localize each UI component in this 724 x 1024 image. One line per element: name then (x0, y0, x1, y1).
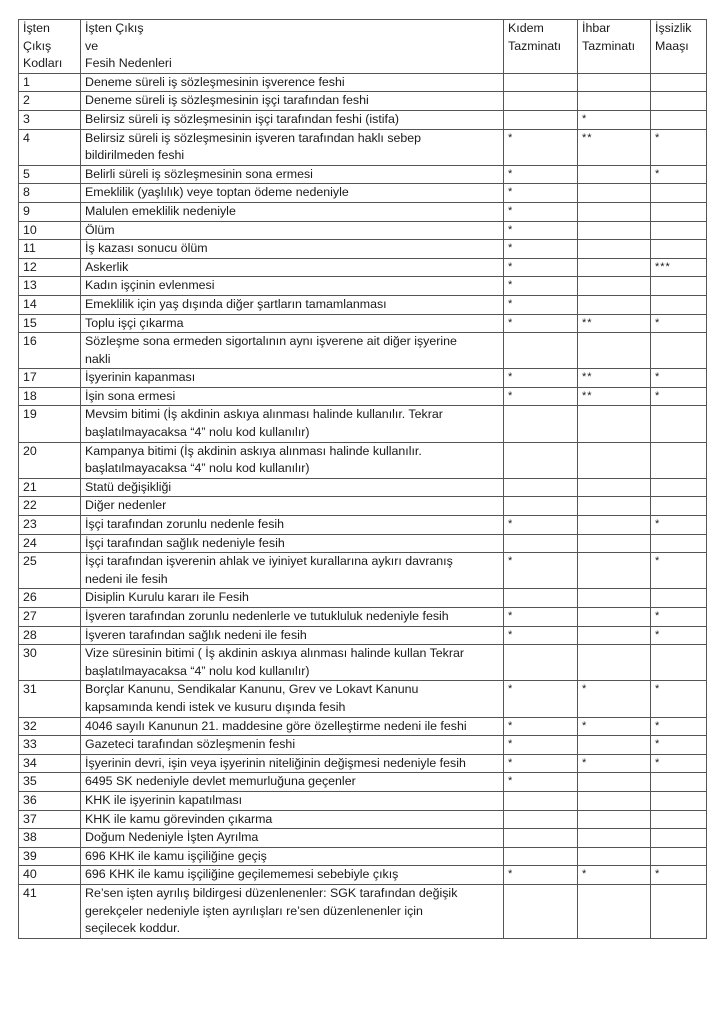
header-kidem (504, 20, 578, 74)
exit-code-cell: 28 (19, 626, 81, 645)
exit-code-cell: 14 (19, 295, 81, 314)
table-row (19, 369, 707, 388)
kidem-mark-cell: * (504, 277, 578, 296)
exit-code-cell: 37 (19, 810, 81, 829)
ihbar-mark-cell (578, 589, 651, 608)
reason-line: Doğum Nedeniyle İşten Ayrılma (85, 830, 259, 845)
kidem-mark-cell: * (504, 516, 578, 535)
exit-code-cell: 16 (19, 333, 81, 369)
exit-codes-table (18, 19, 707, 939)
kidem-mark-cell: * (504, 258, 578, 277)
ihbar-mark-cell (578, 626, 651, 645)
reason-cell (81, 608, 504, 627)
ihbar-mark-cell (578, 608, 651, 627)
table-row (19, 497, 707, 516)
header-ihbar (578, 20, 651, 74)
table-row (19, 478, 707, 497)
ihbar-mark-cell (578, 184, 651, 203)
ihbar-mark-cell (578, 221, 651, 240)
ihbar-mark-cell: ** (578, 129, 651, 165)
exit-code-cell: 41 (19, 884, 81, 938)
ihbar-mark-cell (578, 829, 651, 848)
reason-cell (81, 369, 504, 388)
reason-line: Kadın işçinin evlenmesi (85, 278, 215, 293)
reason-line: Malulen emeklilik nedeniyle (85, 203, 236, 218)
exit-code-cell: 30 (19, 645, 81, 681)
header-line: Kodları (23, 56, 63, 71)
kidem-mark-cell: * (504, 202, 578, 221)
kidem-mark-cell (504, 92, 578, 111)
reason-line: 696 KHK ile kamu işçiliğine geçilememesi sebebiyle çıkış (85, 867, 399, 882)
exit-code-cell: 18 (19, 387, 81, 406)
table-row (19, 829, 707, 848)
issizlik-mark-cell: * (651, 516, 707, 535)
reason-cell (81, 240, 504, 259)
issizlik-mark-cell: * (651, 608, 707, 627)
issizlik-mark-cell: * (651, 866, 707, 885)
reason-line: İş kazası sonucu ölüm (85, 241, 208, 256)
kidem-mark-cell (504, 884, 578, 938)
table-header-row (19, 20, 707, 74)
exit-code-cell: 35 (19, 773, 81, 792)
reason-line: 696 KHK ile kamu işçiliğine geçiş (85, 848, 267, 863)
exit-code-cell: 26 (19, 589, 81, 608)
issizlik-mark-cell (651, 240, 707, 259)
kidem-mark-cell: * (504, 773, 578, 792)
table-row (19, 202, 707, 221)
reason-cell (81, 626, 504, 645)
reason-cell (81, 202, 504, 221)
reason-line: Askerlik (85, 259, 129, 274)
ihbar-mark-cell (578, 295, 651, 314)
reason-cell (81, 736, 504, 755)
reason-cell (81, 258, 504, 277)
ihbar-mark-cell: * (578, 717, 651, 736)
reason-line: Vize süresinin bitimi ( İş akdinin askıya alınması halinde kullan Tekrar (85, 646, 465, 661)
ihbar-mark-cell: * (578, 681, 651, 717)
exit-code-cell: 25 (19, 553, 81, 589)
header-line: İşten (23, 21, 50, 35)
reason-line: Diğer nedenler (85, 498, 167, 513)
reason-line: İşin sona ermesi (85, 388, 176, 403)
header-line: Çıkış (23, 38, 52, 53)
reason-cell (81, 333, 504, 369)
kidem-mark-cell: * (504, 184, 578, 203)
reason-cell (81, 847, 504, 866)
reason-cell (81, 516, 504, 535)
kidem-mark-cell: * (504, 314, 578, 333)
kidem-mark-cell: * (504, 221, 578, 240)
issizlik-mark-cell (651, 534, 707, 553)
issizlik-mark-cell: * (651, 717, 707, 736)
reason-line: Gazeteci tarafından sözleşmenin feshi (85, 737, 296, 752)
header-line: İşten Çıkış (85, 21, 144, 35)
exit-code-cell: 38 (19, 829, 81, 848)
reason-cell (81, 829, 504, 848)
issizlik-mark-cell: * (651, 626, 707, 645)
reason-line: Emeklilik (yaşlılık) veye toptan ödeme nedeniyle (85, 185, 349, 200)
table-row (19, 258, 707, 277)
reason-line: İşveren tarafından sağlık nedeni ile fesih (85, 627, 307, 642)
table-row (19, 240, 707, 259)
table-row (19, 184, 707, 203)
issizlik-mark-cell (651, 277, 707, 296)
table-row (19, 626, 707, 645)
kidem-mark-cell: * (504, 866, 578, 885)
kidem-mark-cell (504, 442, 578, 478)
issizlik-mark-cell (651, 847, 707, 866)
kidem-mark-cell: * (504, 553, 578, 589)
exit-code-cell: 10 (19, 221, 81, 240)
ihbar-mark-cell (578, 553, 651, 589)
ihbar-mark-cell (578, 406, 651, 442)
issizlik-mark-cell: * (651, 369, 707, 388)
ihbar-mark-cell (578, 534, 651, 553)
reason-line: Statü değişikliği (85, 479, 172, 494)
kidem-mark-cell: * (504, 681, 578, 717)
exit-code-cell: 8 (19, 184, 81, 203)
reason-cell (81, 110, 504, 129)
ihbar-mark-cell: ** (578, 369, 651, 388)
table-row (19, 589, 707, 608)
issizlik-mark-cell (651, 73, 707, 92)
header-issizlik (651, 20, 707, 74)
header-line: Fesih Nedenleri (85, 56, 172, 71)
reason-line: KHK ile işyerinin kapatılması (85, 792, 243, 807)
issizlik-mark-cell (651, 810, 707, 829)
reason-line: Borçlar Kanunu, Sendikalar Kanunu, Grev ve Lokavt Kanunu (85, 682, 419, 697)
exit-code-cell: 21 (19, 478, 81, 497)
table-body (19, 73, 707, 938)
header-reasons (81, 20, 504, 74)
table-row (19, 754, 707, 773)
reason-line: İşçi tarafından sağlık nedeniyle fesih (85, 535, 285, 550)
table-row (19, 810, 707, 829)
reason-line: İşyerinin kapanması (85, 370, 196, 385)
ihbar-mark-cell: * (578, 866, 651, 885)
header-line: Tazminatı (508, 38, 562, 53)
exit-code-cell: 15 (19, 314, 81, 333)
reason-line: İşveren tarafından zorunlu nedenlerle ve tutukluluk nedeniyle fesih (85, 609, 449, 623)
reason-line: Emeklilik için yaş dışında diğer şartların tamamlanması (85, 296, 387, 311)
reason-line: Deneme süreli iş sözleşmesinin işçi tarafından feshi (85, 93, 369, 108)
reason-line: 6495 SK nedeniyle devlet memurluğuna geçenler (85, 774, 356, 789)
ihbar-mark-cell (578, 497, 651, 516)
kidem-mark-cell: * (504, 129, 578, 165)
reason-line: Deneme süreli iş sözleşmesinin işverence feshi (85, 74, 345, 89)
issizlik-mark-cell (651, 202, 707, 221)
ihbar-mark-cell: * (578, 110, 651, 129)
reason-line: başlatılmayacaksa “4” nolu kod kullanılır) (85, 663, 310, 678)
table-row (19, 773, 707, 792)
exit-code-cell: 32 (19, 717, 81, 736)
issizlik-mark-cell: * (651, 553, 707, 589)
header-line: İşsizlik (655, 21, 692, 35)
kidem-mark-cell (504, 791, 578, 810)
exit-code-cell: 24 (19, 534, 81, 553)
kidem-mark-cell (504, 589, 578, 608)
kidem-mark-cell (504, 333, 578, 369)
reason-line: Belirsiz süreli iş sözleşmesinin işçi tarafından feshi (istifa) (85, 111, 400, 126)
reason-cell (81, 645, 504, 681)
kidem-mark-cell: * (504, 295, 578, 314)
reason-cell (81, 497, 504, 516)
table-row (19, 406, 707, 442)
issizlik-mark-cell (651, 333, 707, 369)
issizlik-mark-cell (651, 645, 707, 681)
reason-line: Toplu işçi çıkarma (85, 315, 184, 330)
issizlik-mark-cell: * (651, 129, 707, 165)
kidem-mark-cell (504, 497, 578, 516)
issizlik-mark-cell (651, 497, 707, 516)
exit-code-cell: 2 (19, 92, 81, 111)
reason-cell (81, 442, 504, 478)
reason-cell (81, 754, 504, 773)
table-row (19, 516, 707, 535)
issizlik-mark-cell: * (651, 681, 707, 717)
reason-line: gerekçeler nedeniyle işten ayrılışları re’sen düzenlenenler için (85, 903, 423, 918)
ihbar-mark-cell: ** (578, 387, 651, 406)
reason-line: İşçi tarafından işverenin ahlak ve iyiniyet kurallarına aykırı davranış (85, 554, 453, 569)
kidem-mark-cell: * (504, 626, 578, 645)
kidem-mark-cell (504, 829, 578, 848)
kidem-mark-cell: * (504, 165, 578, 184)
reason-cell (81, 406, 504, 442)
table-row (19, 534, 707, 553)
ihbar-mark-cell (578, 810, 651, 829)
header-exit-codes (19, 20, 81, 74)
table-row (19, 866, 707, 885)
kidem-mark-cell: * (504, 369, 578, 388)
kidem-mark-cell: * (504, 240, 578, 259)
exit-code-cell: 27 (19, 608, 81, 627)
reason-cell (81, 277, 504, 296)
issizlik-mark-cell: * (651, 736, 707, 755)
reason-line: kapsamında kendi istek ve kusuru dışında fesih (85, 699, 346, 714)
table-row (19, 736, 707, 755)
exit-code-cell: 22 (19, 497, 81, 516)
kidem-mark-cell (504, 534, 578, 553)
ihbar-mark-cell: ** (578, 314, 651, 333)
reason-cell (81, 810, 504, 829)
exit-code-cell: 34 (19, 754, 81, 773)
ihbar-mark-cell (578, 516, 651, 535)
ihbar-mark-cell (578, 478, 651, 497)
exit-code-cell: 4 (19, 129, 81, 165)
reason-line: İşçi tarafından zorunlu nedenle fesih (85, 517, 285, 532)
exit-code-cell: 31 (19, 681, 81, 717)
reason-line: Mevsim bitimi (İş akdinin askıya alınması halinde kullanılır. Tekrar (85, 407, 443, 422)
table-row (19, 165, 707, 184)
exit-code-cell: 33 (19, 736, 81, 755)
kidem-mark-cell (504, 810, 578, 829)
ihbar-mark-cell: * (578, 754, 651, 773)
kidem-mark-cell (504, 73, 578, 92)
issizlik-mark-cell: * (651, 387, 707, 406)
exit-code-cell: 40 (19, 866, 81, 885)
ihbar-mark-cell (578, 884, 651, 938)
table-row (19, 92, 707, 111)
reason-cell (81, 129, 504, 165)
reason-cell (81, 314, 504, 333)
reason-cell (81, 92, 504, 111)
reason-line: İşyerinin devri, işin veya işyerinin niteliğinin değişmesi nedeniyle fesih (85, 755, 466, 770)
reason-cell (81, 773, 504, 792)
reason-cell (81, 478, 504, 497)
table-row (19, 277, 707, 296)
exit-code-cell: 19 (19, 406, 81, 442)
header-line: Kıdem (508, 21, 544, 35)
reason-cell (81, 791, 504, 810)
reason-line: başlatılmayacaksa “4” nolu kod kullanılır) (85, 461, 310, 476)
reason-line: nakli (85, 351, 111, 366)
reason-cell (81, 221, 504, 240)
issizlik-mark-cell (651, 110, 707, 129)
table-row (19, 717, 707, 736)
ihbar-mark-cell (578, 736, 651, 755)
table-row (19, 221, 707, 240)
ihbar-mark-cell (578, 847, 651, 866)
reason-line: Ölüm (85, 222, 115, 237)
reason-line: başlatılmayacaksa “4” nolu kod kullanılır) (85, 425, 310, 440)
exit-code-cell: 17 (19, 369, 81, 388)
issizlik-mark-cell (651, 791, 707, 810)
ihbar-mark-cell (578, 277, 651, 296)
ihbar-mark-cell (578, 240, 651, 259)
reason-line: nedeni ile fesih (85, 571, 168, 586)
exit-code-cell: 3 (19, 110, 81, 129)
issizlik-mark-cell (651, 295, 707, 314)
table-row (19, 553, 707, 589)
ihbar-mark-cell (578, 645, 651, 681)
kidem-mark-cell: * (504, 736, 578, 755)
issizlik-mark-cell (651, 478, 707, 497)
reason-cell (81, 184, 504, 203)
header-line: İhbar (582, 21, 611, 35)
reason-cell (81, 73, 504, 92)
ihbar-mark-cell (578, 258, 651, 277)
table-row (19, 314, 707, 333)
reason-line: Belirli süreli iş sözleşmesinin sona ermesi (85, 166, 313, 181)
reason-line: seçilecek koddur. (85, 921, 181, 936)
exit-code-cell: 11 (19, 240, 81, 259)
reason-cell (81, 295, 504, 314)
table-row (19, 884, 707, 938)
reason-line: Kampanya bitimi (İş akdinin askıya alınması halinde kullanılır. (85, 443, 422, 458)
issizlik-mark-cell (651, 442, 707, 478)
kidem-mark-cell: * (504, 608, 578, 627)
reason-cell (81, 717, 504, 736)
kidem-mark-cell (504, 406, 578, 442)
issizlik-mark-cell (651, 773, 707, 792)
table-row (19, 387, 707, 406)
table-row (19, 608, 707, 627)
table-row (19, 442, 707, 478)
kidem-mark-cell (504, 110, 578, 129)
ihbar-mark-cell (578, 165, 651, 184)
reason-cell (81, 534, 504, 553)
header-line: Tazminatı (582, 38, 636, 53)
ihbar-mark-cell (578, 73, 651, 92)
issizlik-mark-cell (651, 221, 707, 240)
issizlik-mark-cell: * (651, 314, 707, 333)
ihbar-mark-cell (578, 333, 651, 369)
table-row (19, 129, 707, 165)
kidem-mark-cell: * (504, 754, 578, 773)
reason-cell (81, 553, 504, 589)
ihbar-mark-cell (578, 442, 651, 478)
ihbar-mark-cell (578, 773, 651, 792)
table-row (19, 791, 707, 810)
ihbar-mark-cell (578, 202, 651, 221)
exit-code-cell: 12 (19, 258, 81, 277)
issizlik-mark-cell (651, 884, 707, 938)
kidem-mark-cell (504, 847, 578, 866)
exit-code-cell: 23 (19, 516, 81, 535)
reason-cell (81, 866, 504, 885)
kidem-mark-cell (504, 645, 578, 681)
exit-code-cell: 5 (19, 165, 81, 184)
ihbar-mark-cell (578, 92, 651, 111)
kidem-mark-cell (504, 478, 578, 497)
ihbar-mark-cell (578, 791, 651, 810)
exit-code-cell: 39 (19, 847, 81, 866)
exit-code-cell: 20 (19, 442, 81, 478)
table-row (19, 645, 707, 681)
issizlik-mark-cell: * (651, 754, 707, 773)
issizlik-mark-cell: * (651, 165, 707, 184)
table-row (19, 847, 707, 866)
reason-cell (81, 589, 504, 608)
reason-cell (81, 387, 504, 406)
issizlik-mark-cell (651, 92, 707, 111)
issizlik-mark-cell (651, 184, 707, 203)
issizlik-mark-cell (651, 406, 707, 442)
kidem-mark-cell: * (504, 387, 578, 406)
reason-line: 4046 sayılı Kanunun 21. maddesine göre özelleştirme nedeni ile feshi (85, 718, 467, 733)
header-line: Maaşı (655, 38, 689, 53)
kidem-mark-cell: * (504, 717, 578, 736)
table-row (19, 73, 707, 92)
issizlik-mark-cell: *** (651, 258, 707, 277)
reason-line: Re’sen işten ayrılış bildirgesi düzenlenenler: SGK tarafından değişik (85, 885, 458, 900)
table-row (19, 110, 707, 129)
exit-code-cell: 36 (19, 791, 81, 810)
reason-cell (81, 165, 504, 184)
exit-code-cell: 9 (19, 202, 81, 221)
exit-code-cell: 1 (19, 73, 81, 92)
issizlik-mark-cell (651, 829, 707, 848)
table-row (19, 681, 707, 717)
reason-line: Belirsiz süreli iş sözleşmesinin işveren tarafından haklı sebep (85, 130, 422, 145)
table-row (19, 333, 707, 369)
issizlik-mark-cell (651, 589, 707, 608)
reason-line: Sözleşme sona ermeden sigortalının aynı işverene ait diğer işyerine (85, 334, 457, 349)
reason-line: KHK ile kamu görevinden çıkarma (85, 811, 273, 826)
table-row (19, 295, 707, 314)
exit-code-cell: 13 (19, 277, 81, 296)
reason-cell (81, 681, 504, 717)
reason-line: Disiplin Kurulu kararı ile Fesih (85, 590, 249, 605)
header-line: ve (85, 38, 99, 53)
reason-cell (81, 884, 504, 938)
reason-line: bildirilmeden feshi (85, 148, 185, 163)
